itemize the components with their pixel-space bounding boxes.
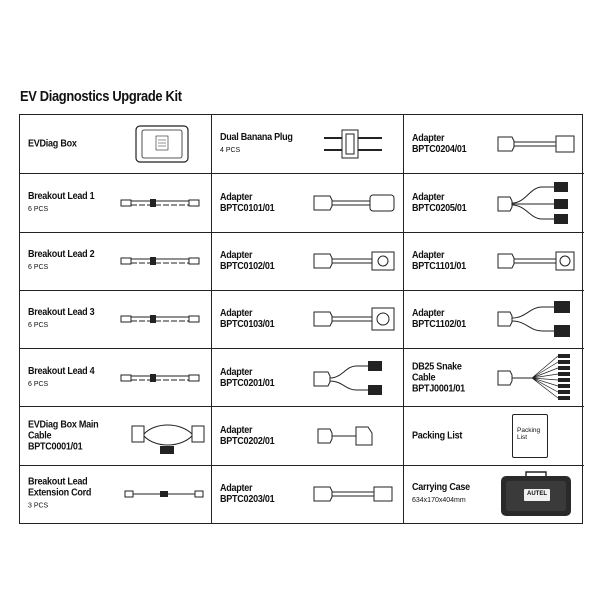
item-packing-list	[403, 406, 584, 464]
item-quantity: 3 PCS	[28, 502, 49, 510]
case-brand-logo: AUTEL	[527, 491, 547, 498]
packing-card-text: Packing List	[517, 427, 541, 442]
item-name: Breakout Lead 4	[28, 364, 95, 377]
item-name: Breakout Lead 3	[28, 306, 95, 319]
snake-cable-image	[496, 353, 578, 403]
breakout-lead-image	[120, 197, 200, 209]
item-adapter-bptc0103	[211, 290, 403, 348]
item-name: Breakout Lead Extension Cord	[28, 475, 92, 499]
item-breakout-lead-4	[20, 348, 211, 406]
item-name: EVDiag Box	[28, 137, 77, 150]
adapter-cable-image	[312, 305, 398, 333]
kit-column-2	[211, 115, 403, 523]
item-carrying-case	[403, 465, 584, 523]
item-adapter-bptc1101	[403, 232, 584, 290]
adapter-cable-image	[312, 190, 398, 216]
item-db25-snake-cable	[403, 348, 584, 406]
banana-plug-image	[320, 126, 390, 162]
extension-cord-image	[124, 488, 204, 500]
item-dimensions: 634x170x404mm	[412, 497, 466, 505]
item-quantity: 6 PCS	[28, 205, 49, 213]
item-quantity: 6 PCS	[28, 380, 49, 388]
item-adapter-bptc1102	[403, 290, 584, 348]
page-title: EV Diagnostics Upgrade Kit	[20, 88, 182, 105]
item-name: Adapter BPTC0102/01	[220, 249, 275, 273]
packing-list-image	[512, 414, 548, 458]
evdiag-box-image	[130, 124, 194, 164]
breakout-lead-image	[120, 313, 200, 325]
item-name: Breakout Lead 1	[28, 189, 95, 202]
item-name: Adapter BPTC0201/01	[220, 365, 275, 389]
item-breakout-lead-extension-cord	[20, 465, 211, 523]
adapter-cable-image	[496, 132, 578, 156]
item-name: Adapter BPTC0205/01	[412, 190, 467, 214]
item-adapter-bptc0201	[211, 348, 403, 406]
breakout-lead-image	[120, 255, 200, 267]
adapter-cable-image	[496, 299, 578, 339]
item-breakout-lead-2	[20, 232, 211, 290]
carrying-case-image	[498, 470, 574, 518]
item-name: Adapter BPTC0202/01	[220, 424, 275, 448]
item-adapter-bptc0101	[211, 173, 403, 231]
adapter-cable-image	[312, 358, 398, 398]
item-adapter-bptc0203	[211, 465, 403, 523]
breakout-lead-image	[120, 372, 200, 384]
main-cable-image	[130, 414, 206, 458]
adapter-cable-image	[312, 248, 398, 274]
item-quantity: 4 PCS	[220, 147, 241, 155]
item-name: Adapter BPTC0103/01	[220, 307, 275, 331]
item-adapter-bptc0202	[211, 406, 403, 464]
item-adapter-bptc0204	[403, 115, 584, 173]
item-quantity: 6 PCS	[28, 264, 49, 272]
item-evdiag-box-main-cable	[20, 406, 211, 464]
item-name: Adapter BPTC0101/01	[220, 190, 275, 214]
item-name: Adapter BPTC1101/01	[412, 249, 466, 273]
item-name: EVDiag Box Main Cable BPTC0001/01	[28, 418, 99, 453]
item-name: Dual Banana Plug	[220, 131, 293, 144]
item-adapter-bptc0205	[403, 173, 584, 231]
item-breakout-lead-3	[20, 290, 211, 348]
item-name: Adapter BPTC1102/01	[412, 307, 466, 331]
item-name: Adapter BPTC0204/01	[412, 132, 467, 156]
item-evdiag-box	[20, 115, 211, 173]
adapter-cable-image	[312, 482, 398, 506]
adapter-cable-image	[496, 181, 578, 225]
item-dual-banana-plug	[211, 115, 403, 173]
item-name: DB25 Snake Cable BPTJ0001/01	[412, 360, 465, 395]
kit-column-3	[403, 115, 584, 523]
adapter-cable-image	[316, 421, 376, 451]
item-quantity: 6 PCS	[28, 322, 49, 330]
item-name: Adapter BPTC0203/01	[220, 482, 275, 506]
item-breakout-lead-1	[20, 173, 211, 231]
item-adapter-bptc0102	[211, 232, 403, 290]
item-name: Packing List	[412, 429, 463, 442]
adapter-cable-image	[496, 249, 578, 273]
item-name: Breakout Lead 2	[28, 248, 95, 261]
kit-column-1	[20, 115, 211, 523]
item-name: Carrying Case	[412, 481, 470, 494]
kit-contents-table	[19, 114, 583, 524]
